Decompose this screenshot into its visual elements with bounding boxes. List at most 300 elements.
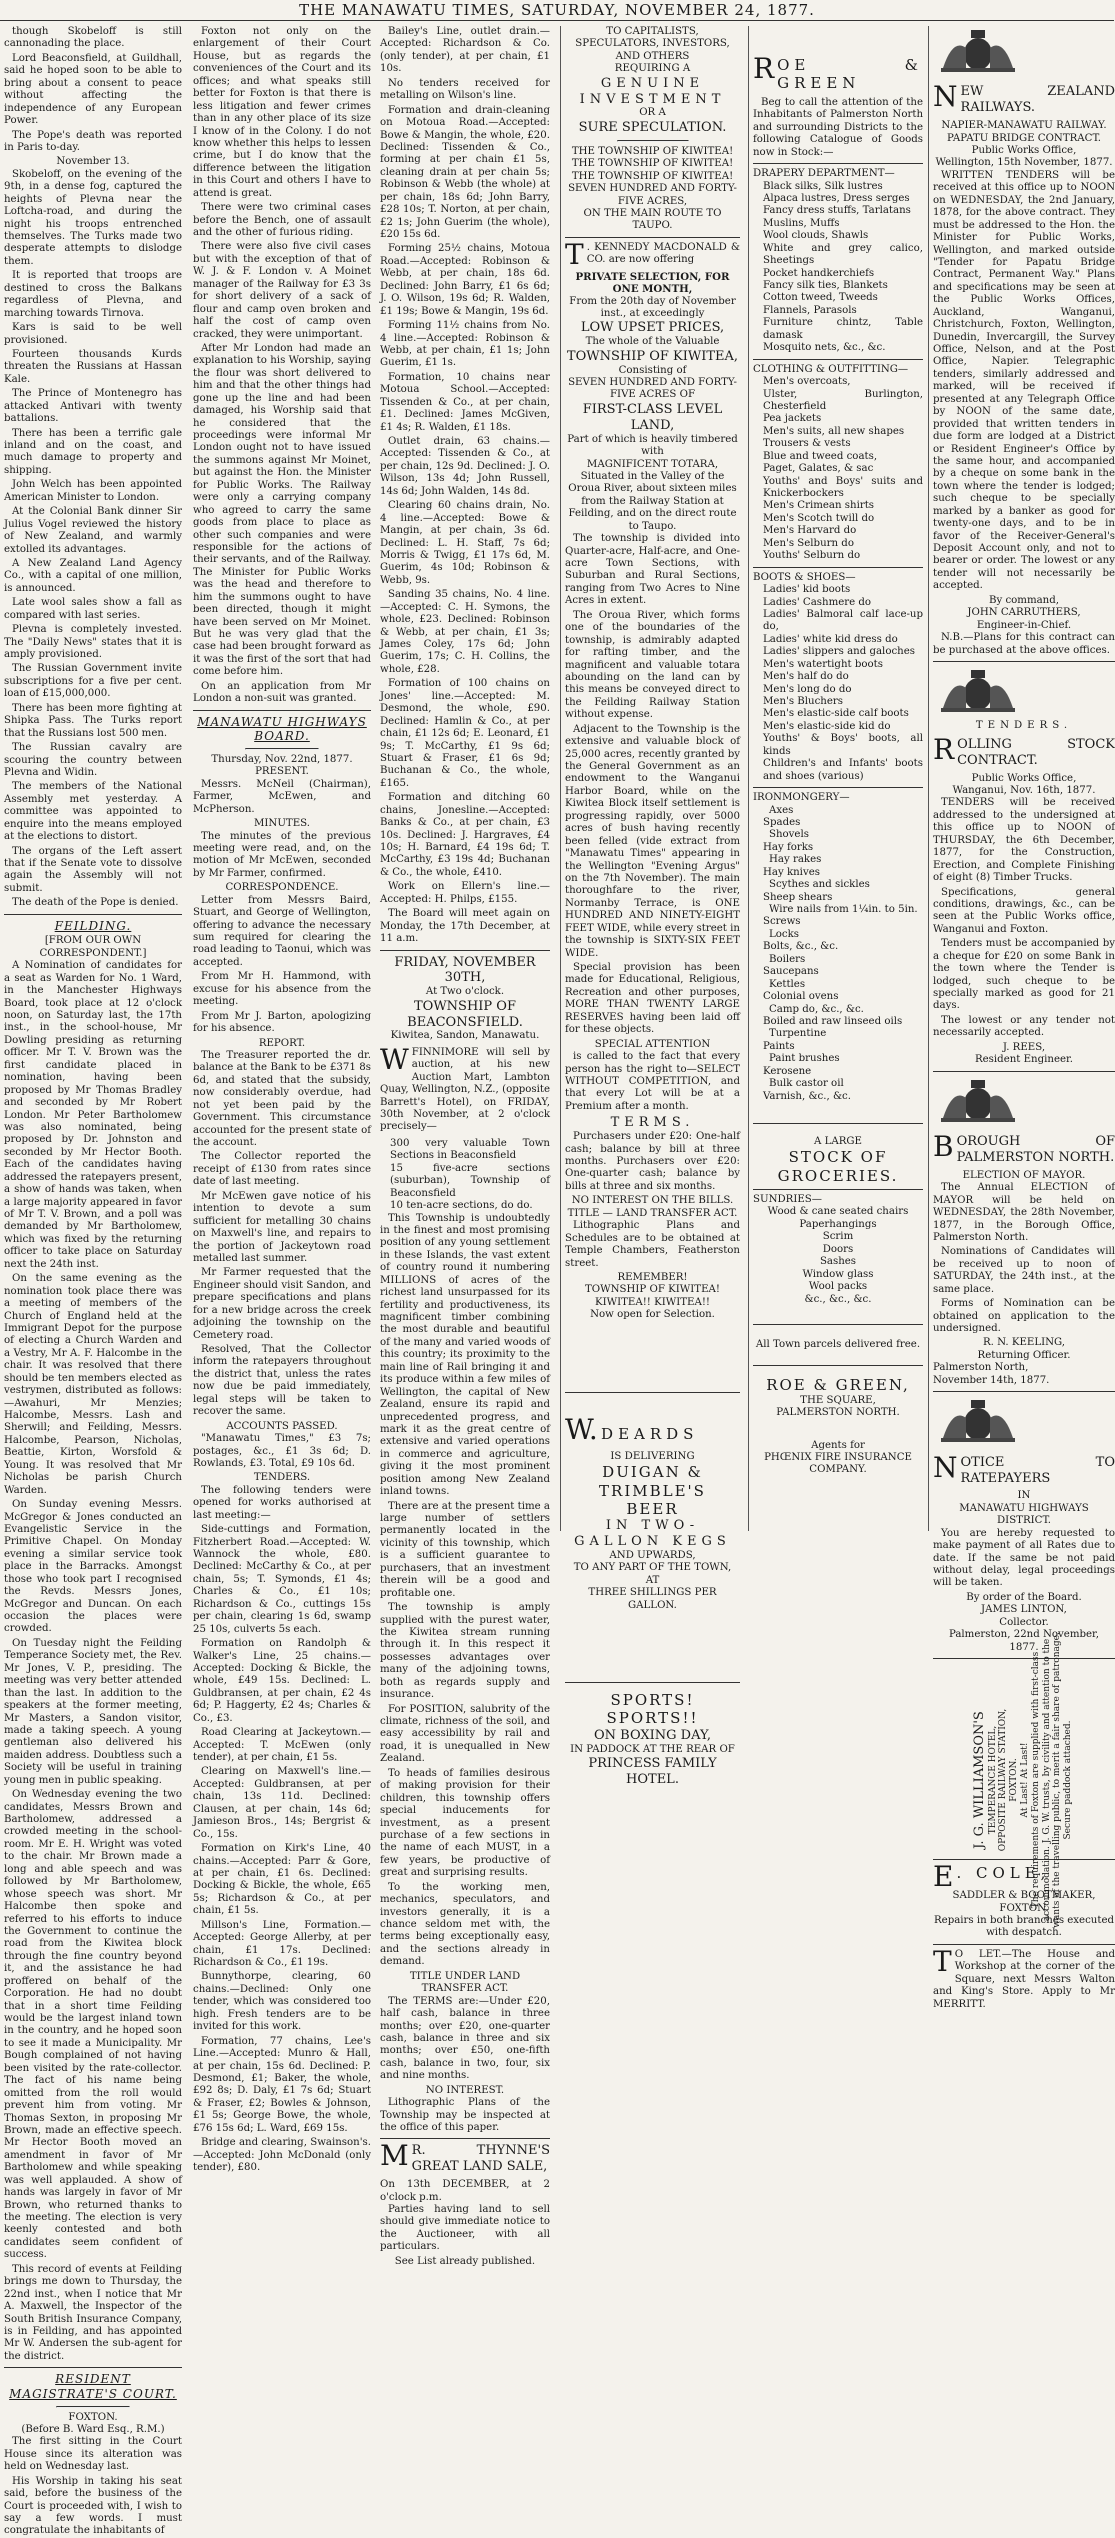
dropcap: T [565, 242, 584, 268]
firm-name-footer: ROE & GREEN, [753, 1376, 923, 1394]
special-line: SPECIAL ATTENTION [565, 1039, 740, 1051]
news-paragraph: Parties having land to sell should give immediate notice to the Auctioneer, with all particulars. [380, 2204, 550, 2254]
auction-items [380, 1138, 550, 1213]
notice-in: IN [933, 1490, 1115, 1502]
news-paragraph: Special provision has been made for Educational, Religious, Recreation and other purposes, MORE THAN TWENTY LARGE RESERVES having been laid off for these objects. [565, 962, 740, 1037]
list-item: Men's elastic-side kid do [763, 721, 923, 733]
williamson-station: OPPOSITE RAILWAY STATION, [998, 1630, 1009, 1930]
news-paragraph: though Skobeloff is still cannonading the place. [4, 26, 182, 51]
auction-body: FINNIMORE will sell by auction, at his new Auction Mart, Lambton Quay, Wellington, N.Z., (opposite Barrett's Hotel), on FRIDAY, 30th November, at 2 o'clock precisely— [380, 1047, 550, 1133]
deards-beer: BEER [565, 1500, 740, 1518]
list-item: Turpentine [769, 1028, 923, 1040]
list-item: Men's half do do [763, 671, 923, 683]
subhead-report: REPORT. [193, 1038, 371, 1050]
divider [617, 140, 689, 142]
column-4 [560, 26, 740, 1531]
no-interest-line: NO INTEREST. [380, 2085, 550, 2097]
sundries-list [753, 1206, 923, 1306]
sports-day: ON BOXING DAY, [565, 1728, 740, 1744]
news-paragraph: Road Clearing at Jackeytown.—Accepted: T. McEwen (only tender), at per chain, £1 5s. [193, 1727, 371, 1764]
list-item: Sheep shears [763, 892, 923, 904]
news-paragraph: On Wednesday evening the two candidates, Messrs Brown and Bartholomew, addressed a crowded meeting in the school-room. Mr E. H. Wright was voted to the chair. Mr Brown made a long and able speech and was followed by Mr Bartholomew, whose speech was short. Mr Halcombe then spoke and referred to his efforts to induce the Government to continue the road from the Kiwitea block through the fine country beyond it, and the assistance he had proffered on behalf of the Corporation. He had no doubt that in a short time Feilding would be the largest inland town in the country, and he hoped soon to see it made a Municipality. Mr Bough complained of not having been visited by the rate-collector. The fact of his name being omitted from the roll would prevent him from voting. Mr Thomas Sexton, in proposing Mr Brown, made an effective speech. Mr Hector Booth moved an amendment in favor of Mr Bartholomew and while speaking was well applauded. A show of hands was largely in favor of Mr Brown, who returned thanks to the meeting. The election is very keenly contested and both candidates seem confident of success. [4, 1789, 182, 2262]
news-paragraph: The Prince of Montenegro has attacked Antivari with twenty battalions. [4, 388, 182, 425]
list-item: Black silks, Silk lustres [763, 181, 923, 193]
from-line: From the 20th day of November inst., at exceedingly [565, 296, 740, 321]
news-paragraph: A Nomination of candidates for a seat as Warden for No. 1 Ward, in the Manchester Highways Board, took place at 12 o'clock noon, on Saturday last, the 17th inst., in the school-house, Mr Dowling presiding as returning officer. Mr T. V. Brown was the first candidate placed in nomination, having been proposed by Mr Thomas Bradley and seconded by Mr Robert London. Mr Peter Bartholomew was also nominated, being proposed by Dr. Johnston and seconded by Mr Hector Booth. Each of the candidates having addressed the ratepayers present, a show of hands was taken, when a large majority appeared in favor of Mr T. V. Brown, and a poll was demanded by Mr Bartholomew, which was fixed by the returning officer to take place on Saturday next the 24th inst. [4, 960, 182, 1271]
williamson-body: The requirements of Foxton are supplied with first-class accommodation. J. G. W. trusts, by civility and attention to the wants of the travelling public, to merit a fair share of patronage. Secure paddock attached. [1031, 1630, 1074, 1930]
column-3 [380, 26, 550, 1531]
news-paragraph: Outlet drain, 63 chains.—Accepted: Tissenden & Co., at per chain, 12s 9d. Declined: J. O. Wilson, 13s 4d; John Russell, 14s 6d; John Walden, 14s 8d. [380, 436, 550, 498]
list-item: Kettles [769, 979, 923, 991]
title-line: TITLE — LAND TRANSFER ACT. [565, 1208, 740, 1220]
dropcap: E [933, 1864, 953, 1890]
news-paragraph: Bridge and clearing, Swainson's.—Accepted: John McDonald (only tender), £80. [193, 2137, 371, 2174]
town-line: PALMERSTON NORTH. [753, 1407, 923, 1419]
news-paragraph: The township is divided into Quarter-acre, Half-acre, and One-acre Town Sections, with Suburban and Rural Sections, ranging from Two Acres to Nine Acres in extent. [565, 533, 740, 608]
list-item: Hay knives [763, 867, 923, 879]
ad-heading: GENUINE INVESTMENT [565, 76, 740, 108]
category-heading: CLOTHING & OUTFITTING— [753, 364, 923, 376]
correspondent-line: [FROM OUR OWN CORRESPONDENT.] [4, 935, 182, 960]
railways-sub: NAPIER-MANAWATU RAILWAY. [933, 120, 1115, 132]
court-place: FOXTON. [4, 2412, 182, 2424]
category-heading: IRONMONGERY— [753, 792, 923, 804]
news-paragraph: The township is amply supplied with the purest water, the Kiwitea stream running through it. In this respect it possesses advantages over many of the adjoining towns, both as regards supply and insurance. [380, 1602, 550, 1702]
deards-upwards: AND UPWARDS, [565, 1550, 740, 1562]
column-2 [193, 26, 371, 1531]
deards-name: DEARDS [601, 1425, 698, 1443]
list-item: Men's Scotch twill do [763, 513, 923, 525]
news-paragraph: The lowest or any tender not necessarily accepted. [933, 1015, 1115, 1040]
thynne-ad [380, 2143, 550, 2175]
acres-line: SEVEN HUNDRED AND FORTY-FIVE ACRES, [565, 183, 740, 208]
township-line: TOWNSHIP OF KIWITEA, [565, 349, 740, 365]
rolling-stock-heading: OLLING STOCK CONTRACT. [957, 737, 1115, 768]
deards-line: IS DELIVERING [565, 1451, 740, 1463]
dropcap: T [933, 1949, 952, 1975]
list-item: Screws [763, 916, 923, 928]
royal-crest-icon [933, 1078, 1023, 1124]
list-item: Ladies' Cashmere do [763, 597, 923, 609]
rolling-name: J. REES, [933, 1042, 1115, 1054]
to-let-text: O LET.—The House and Workshop at the corner of the Square, next Messrs Walton and King's Store. Apply to Mr MERRITT. [933, 1949, 1115, 2010]
list-item: Boilers [769, 954, 923, 966]
list-item: Axes [769, 805, 923, 817]
ad-heading: REQUIRING A [565, 63, 740, 75]
list-item: Camp do, &c., &c. [769, 1004, 923, 1016]
news-paragraph: To the working men, mechanics, speculators, and investors generally, it is a chance seldom met with, the terms being exceptionally easy, and the sections already in demand. [380, 1882, 550, 1969]
drapery-list [753, 181, 923, 355]
news-paragraph: From Mr H. Hammond, with excuse for his absence from the meeting. [193, 971, 371, 1008]
auction-time: At Two o'clock. [380, 986, 550, 998]
divider [933, 1071, 1115, 1072]
news-paragraph: Side-cuttings and Formation, Fitzherbert Road.—Accepted: W. Wannock the whole, £80. Declined: McCarthy & Co., at per chain, 5s; T. Symonds, £1 4s; Charles & Co., £1 10s; Richardson & Co., cuttings 15s per chain, clearing 1s 6d, swamp 25 10s, culverts 5s each. [193, 1524, 371, 1636]
list-item: Youths' Selburn do [763, 550, 923, 562]
williamson-hotel: TEMPERANCE HOTEL, [988, 1630, 999, 1930]
news-paragraph: is called to the fact that every person has the right to—SELECT WITHOUT COMPETITION, and that every Lot will be at a Premium after a month. [565, 1051, 740, 1113]
kennedy-text: . KENNEDY MACDONALD & CO. are now offering [587, 242, 740, 265]
list-item: Wood & cane seated chairs [753, 1206, 923, 1218]
rolling-office: Public Works Office, [933, 773, 1115, 785]
news-paragraph: Beg to call the attention of the Inhabitants of Palmerston North and surrounding Districts to the following Catalogue of Goods now in Stock:— [753, 97, 923, 159]
news-paragraph: You are hereby requested to make payment of all Rates due to date. If the same be not paid without delay, legal proceedings will be taken. [933, 1528, 1115, 1590]
cole-town: FOXTON. [933, 1903, 1115, 1915]
sports-hotel: PRINCESS FAMILY HOTEL. [565, 1756, 740, 1788]
category-heading: BOOTS & SHOES— [753, 572, 923, 584]
news-paragraph: Messrs. McNeil (Chairman), Farmer, McEwen, and McPherson. [193, 779, 371, 816]
news-paragraph: Formation, 77 chains, Lee's Line.—Accepted: Munro & Hall, at per chain, 15s 6d. Declined: P. Desmond, £1; Baker, the whole, £92 8s; D. Daly, £1 7s 6d; Stuart & Fraser, £2; Bowles & Johnson, £1 5s; George Bowe, the whole, £76 15s 6d; L. Ward, £69 15s. [193, 2036, 371, 2136]
williamson-town: FOXTON. [1009, 1630, 1020, 1930]
square-line: THE SQUARE, [753, 1395, 923, 1407]
deards-ad [565, 1413, 740, 1447]
news-paragraph: Formation, 10 chains near Motoua School.—Accepted: Tissenden & Co., at per chain, £1. Declined: James McGiven, £1 4s; R. Walden, £1 18s. [380, 372, 550, 434]
rolling-role: Resident Engineer. [933, 1054, 1115, 1066]
list-item: Flannels, Parasols [763, 305, 923, 317]
list-item: Fancy silk ties, Blankets [763, 280, 923, 292]
clothing-list [753, 376, 923, 563]
dropcap: M [380, 2143, 409, 2169]
news-paragraph: The following tenders were opened for works authorised at last meeting:— [193, 1485, 371, 1522]
news-paragraph: Forming 11½ chains from No. 4 line.—Accepted: Robinson & Webb, at per chain, £1 1s; John Guerim, £1 1s. [380, 320, 550, 370]
groceries-line: STOCK OF GROCERIES. [753, 1148, 923, 1185]
news-paragraph: Tenders must be accompanied by a cheque for £20 on some Bank in the town where the Tender is lodged, such cheque to be specially marked as good for 21 days. [933, 938, 1115, 1013]
news-paragraph: On Sunday evening Messrs. McGregor & Jones conducted an Evangelistic Service in the Primitive Chapel. On Monday evening a similar service took place in the Barracks. Amongst those who took part I recognised the Revds. Messrs Jones, McGregor and Duncan. On each occasion the places were crowded. [4, 1499, 182, 1636]
borough-date: November 14th, 1877. [933, 1375, 1115, 1387]
kennedy-intro [565, 242, 740, 267]
auction-intro [380, 1047, 550, 1134]
subhead-present: PRESENT. [193, 766, 371, 778]
deards-price: THREE SHILLINGS PER GALLON. [565, 1587, 740, 1612]
divider [245, 748, 318, 750]
divider [933, 1391, 1115, 1392]
notice-date: Palmerston, 22nd November, 1877. [933, 1629, 1115, 1654]
divider [56, 2406, 129, 2408]
divider [753, 1123, 923, 1124]
dropcap: N [933, 84, 958, 110]
list-item: Window glass [753, 1269, 923, 1281]
subhead-accounts: ACCOUNTS PASSED. [193, 1421, 371, 1433]
royal-crest-icon [933, 668, 1023, 714]
news-paragraph: Formation and drain-cleaning on Motoua Road.—Accepted: Bowe & Mangin, the whole, £20. Declined: Tissenden & Co., forming at per chain £1 5s, cleaning drain at per chain 5s; Robinson & Webb (the whole) at per chain, 18s 6d; John Barry, £28 10s; T. Norton, at per chain, £2 1s; John Guerim (the whole), £20 15s 6d. [380, 105, 550, 242]
list-item: Men's suits, all new shapes [763, 426, 923, 438]
masthead: THE MANAWATU TIMES, SATURDAY, NOVEMBER 24, 1877. [0, 0, 1114, 21]
news-paragraph: Foxton not only on the enlargement of their Court House, but as regards the conveniences of the Court and its offices; and what speaks still better for Foxton is that there is less litigation and fewer crimes than in any other place of its size I know of in the Colony. I do not know whether this helps to lessen crime, but I do know that the difference between the litigation in this Court and others I have to attend is great. [193, 26, 371, 200]
ad-heading: SURE SPECULATION. [565, 120, 740, 136]
divider [4, 914, 182, 915]
subhead-correspondence: CORRESPONDENCE. [193, 882, 371, 894]
news-paragraph: On an application from Mr London a non-suit was granted. [193, 681, 371, 706]
list-item: Men's long do do [763, 684, 923, 696]
news-paragraph: Purchasers under £20: One-half cash; balance by bill at three months. Purchasers over £20: One-quarter cash; balance by bills at three and six months. [565, 1131, 740, 1193]
list-item: Locks [769, 929, 923, 941]
news-paragraph: Lithographic Plans of the Township may be inspected at the office of this paper. [380, 2097, 550, 2134]
column-5 [748, 26, 923, 1531]
kiwitea-line: TOWNSHIP OF KIWITEA! [565, 1284, 740, 1296]
news-paragraph: John Welch has been appointed American Minister to London. [4, 479, 182, 504]
news-paragraph: There has been more fighting at Shipka Pass. The Turks report that the Russians lost 500 men. [4, 703, 182, 740]
large-line: A LARGE [753, 1136, 923, 1148]
news-paragraph: Bunnythorpe, clearing, 60 chains.—Declined: Only one tender, which was considered too high. Fresh tenders are to be invited for this work. [193, 1971, 371, 2033]
title-line: TITLE UNDER LAND TRANSFER ACT. [380, 1971, 550, 1996]
dropcap: R [933, 737, 954, 763]
list-item: Colonial ovens [763, 991, 923, 1003]
list-item: Pea jackets [763, 413, 923, 425]
thynne-foot: See List already published. [380, 2256, 550, 2268]
royal-crest-icon [933, 1398, 1023, 1444]
list-item: Kerosene [763, 1066, 923, 1078]
list-item: Men's Harvard do [763, 525, 923, 537]
list-item: Men's Selburn do [763, 538, 923, 550]
tenders-heading: TENDERS. [933, 720, 1115, 732]
deards-initial: W. [565, 1413, 598, 1446]
borough-title [933, 1134, 1115, 1166]
list-item: Varnish, &c., &c. [763, 1091, 923, 1103]
news-paragraph: It is reported that troops are destined to cross the Balkans regardless of Plevna, and marching towards Tirnova. [4, 270, 182, 320]
news-paragraph: This record of events at Feilding brings me down to Thursday, the 22nd inst., when I notice that Mr A. Maxwell, the Inspector of the South British Insurance Company, is in Feilding, and has appointed Mr W. Andersen the sub-agent for the district. [4, 2264, 182, 2364]
consisting-line: Consisting of [565, 365, 740, 377]
dropcap: N [933, 1455, 958, 1481]
list-item: Pocket handkerchiefs [763, 268, 923, 280]
news-paragraph: "Manawatu Times," £3 7s; postages, &c., £1 3s 6d; D. Rowlands, £3. Total, £9 10s 6d. [193, 1433, 371, 1470]
meeting-date: Thursday, Nov. 22nd, 1877. [193, 754, 371, 766]
news-paragraph: The Russian cavalry are scouring the country between Plevna and Widin. [4, 742, 182, 779]
list-item: Wool clouds, Shawls [763, 230, 923, 242]
open-line: Now open for Selection. [565, 1309, 740, 1321]
list-item: Youths' & Boys' boots, all kinds [763, 733, 923, 758]
totara-line: MAGNIFICENT TOTARA, [565, 459, 740, 471]
divider [753, 163, 923, 164]
railways-heading: EW ZEALAND RAILWAYS. [961, 84, 1115, 115]
divider [933, 1944, 1115, 1945]
williamson-name: J. G. WILLIAMSON'S [972, 1630, 988, 1930]
list-item: Men's overcoats, [763, 376, 923, 388]
list-item: &c., &c., &c. [753, 1294, 923, 1306]
notice-order: By order of the Board. [933, 1592, 1115, 1604]
news-paragraph: Clearing on Maxwell's line.—Accepted: Guldbransen, at per chain, 13s 11d. Declined: Clausen, at per chain, 14s 6d; Jamieson Bros., 14s; Bergrist & Co., 15s. [193, 1766, 371, 1841]
list-item: Shovels [769, 829, 923, 841]
divider [753, 1324, 923, 1325]
section-heading-court: RESIDENT MAGISTRATE'S COURT. [4, 2372, 182, 2401]
list-item: Spades [763, 817, 923, 829]
railways-command: By command, [933, 595, 1115, 607]
notice-title [933, 1455, 1115, 1487]
list-item: Saucepans [763, 966, 923, 978]
news-paragraph: There are at the present time a large number of settlers permanently located in the vicinity of this township, which is a sufficient guarantee to purchasers, that an investment therein will be a good and profitable one. [380, 1501, 550, 1601]
news-paragraph: A New Zealand Land Agency Co., with a capital of one million, is announced. [4, 558, 182, 595]
news-paragraph: After Mr London had made an explanation to his Worship, saying the flour was short delivered to him and that the other things had gone up the line and had been damaged, his Worship said that he considered that the proceedings were informal Mr London ought not to have issued the summons against Mr Moinet, but against the Hon. the Minister for Public Works. The Railway were only a carrying company who agreed to carry the same goods from place to place as other such companies and were responsible for the actions of their servants, and of the Railway. The Minister for Public Works was the head and therefore to him the summons ought to have been directed, though it might have been served on Mr Moinet. But he was very glad that the case had been brought forward as it was the first of the sort that had come before him. [193, 343, 371, 679]
railways-date: Wellington, 15th November, 1877. [933, 157, 1115, 169]
notice-sub: MANAWATU HIGHWAYS DISTRICT. [933, 1503, 1115, 1528]
divider [565, 237, 740, 238]
phoenix-line: PHŒNIX FIRE INSURANCE COMPANY. [753, 1452, 923, 1477]
news-paragraph: The death of the Pope is denied. [4, 897, 182, 909]
subhead-minutes: MINUTES. [193, 818, 371, 830]
divider [565, 1682, 740, 1683]
kiwitea-line: THE TOWNSHIP OF KIWITEA! [565, 158, 740, 170]
ad-heading: TO CAPITALISTS, SPECULATORS, INVESTORS, AND OTHERS [565, 26, 740, 63]
news-paragraph: Forming 25½ chains, Motoua Road.—Accepted: Robinson & Webb, at per chain, 18s 6d. Declined: John Barry, £1 6s 6d; J. O. Wilson, 19s 6d; R. Walden, £1 19s; Bowe & Mangin, 19s 6d. [380, 243, 550, 318]
news-paragraph: No tenders received for metalling on Wilson's line. [380, 78, 550, 103]
royal-crest-icon [933, 28, 1023, 74]
subhead-tenders: TENDERS. [193, 1472, 371, 1484]
list-item: Children's and Infants' boots and shoes (various) [763, 758, 923, 783]
news-paragraph: His Worship in taking his seat said, before the business of the Court is proceeded with, I wish to say a few words. I must congratulate the inhabitants of [4, 2476, 182, 2538]
borough-sub: ELECTION OF MAYOR. [933, 1170, 1115, 1182]
cole-trade: SADDLER & BOOTMAKER, [933, 1890, 1115, 1902]
auction-date: FRIDAY, NOVEMBER 30TH, [380, 955, 550, 987]
news-paragraph: Formation and ditching 60 chains, Jonesline.—Accepted: Banks & Co., at per chain, £3 10s. Declined: J. Hargraves, £4 10s; H. Barnard, £4 19s 6d; T. McCarthy, £3 19s 4d; Buchanan & Co., the whole, £410. [380, 792, 550, 879]
list-item: Ladies' white kid dress do [763, 634, 923, 646]
news-paragraph: The first sitting in the Court House since its alteration was held on Wednesday last. [4, 2436, 182, 2473]
list-item: Men's watertight boots [763, 659, 923, 671]
news-paragraph: There were two criminal cases before the Bench, one of assault and the other of furious riding. [193, 202, 371, 239]
divider [753, 567, 923, 568]
news-paragraph: Work on Ellern's line.—Accepted: H. Philps, £155. [380, 881, 550, 906]
list-item: Youths' and Boys' suits and Knickerbockers [763, 476, 923, 501]
news-paragraph: Formation on Randolph & Walker's Line, 25 chains.—Accepted: Docking & Bickle, the whole, £49 15s. Declined: L. Guldbransen, at per chain, £2 4s 6d; P. Haggerty, £2 4s; Charles & Co., £3. [193, 1638, 371, 1725]
divider [565, 1392, 740, 1393]
news-paragraph: The members of the National Assembly met yesterday. A committee was appointed to enquire into the means employed at the elections to distort. [4, 781, 182, 843]
news-paragraph: The Annual ELECTION of MAYOR will be held on WEDNESDAY, the 28th November, 1877, in the Borough Office, Palmerston North. [933, 1182, 1115, 1244]
borough-heading: OROUGH OF PALMERSTON NORTH. [957, 1134, 1115, 1165]
thynne-date: On 13th DECEMBER, at 2 o'clock p.m. [380, 2179, 550, 2204]
news-paragraph: The Russian Government invite subscriptions for a five per cent. loan of £15,000,000. [4, 663, 182, 700]
divider [4, 2367, 182, 2368]
agents-line: Agents for [753, 1440, 923, 1452]
situated-line: Situated in the Valley of the Oroua River, about sixteen miles from the Railway Station at Feilding, and on the direct route to Taupo. [565, 471, 740, 533]
news-paragraph: The TERMS are:—Under £20, half cash, balance in three months; over £20, one-quarter cash, balance in three and six months; over £50, one-fifth cash, balance in two, four, six and nine months. [380, 1996, 550, 2083]
railways-title [933, 84, 1115, 116]
cole-body: Repairs in both branches executed with despatch. [933, 1915, 1115, 1940]
boots-list [753, 584, 923, 783]
terms-line: TERMS. [565, 1115, 740, 1131]
divider [753, 1365, 923, 1366]
news-paragraph: There were also five civil cases but with the exception of that of W. J. & F. London v. A Moinet manager of the Railway for £3 3s for short delivery of a sack of flour and camp oven broken and half the cost of camp oven cracked, they were unimportant. [193, 241, 371, 341]
column-1 [4, 26, 182, 1531]
deards-any: TO ANY PART OF THE TOWN, [565, 1562, 740, 1574]
thynne-title: R. THYNNE'S GREAT LAND SALE, [412, 2143, 550, 2174]
news-paragraph: Clearing 60 chains drain, No. 4 line.—Accepted: Bowe & Mangin, at per chain, 3s 6d. Declined: L. H. Staff, 7s 6d; Morris & Twigg, £1 17s 6d, M. Guerim, 4s 10d; Robinson & Webb, 9s. [380, 500, 550, 587]
list-item: Ladies' Balmoral calf lace-up do, [763, 609, 923, 634]
news-paragraph: At the Colonial Bank dinner Sir Julius Vogel reviewed the history of New Zealand, and warmly extolled its advantages. [4, 506, 182, 556]
news-paragraph: From Mr J. Barton, apologizing for his absence. [193, 1011, 371, 1036]
news-paragraph: The Board will meet again on Monday, the 17th December, at 11 a.m. [380, 908, 550, 945]
dropcap: W [380, 1047, 409, 1073]
ad-heading: OR A [565, 107, 740, 119]
list-item: Men's elastic-side calf boots [763, 708, 923, 720]
news-paragraph: The Treasurer reported the dr. balance at the Bank to be £371 8s 6d, and stated that the subsidy, now considerably overdue, had not yet been paid by the Government. This circumstance accounted for the present state of the account. [193, 1050, 371, 1150]
borough-role: Returning Officer. [933, 1350, 1115, 1362]
parcels-line: All Town parcels delivered free. [753, 1339, 923, 1351]
news-paragraph: Adjacent to the Township is the extensive and valuable block of 25,000 acres, recently granted by the General Government as an endowment to the Wanganui Harbor Board, while on the Kiwitea Block itself settlement is progressing rapidly, over 5000 acres of bush having recently been felled (vide extract from "Manawatu Times" appearing in the Wellington "Evening Argus" on the 7th November). The main thoroughfare to the river, Normanby Terrace, is ONE HUNDRED AND NINETY-EIGHT FEET WIDE, while every street in the township is SIXTY-SIX FEET WIDE. [565, 724, 740, 960]
auction-title: TOWNSHIP OF BEACONSFIELD. [380, 999, 550, 1031]
category-heading: DRAPERY DEPARTMENT— [753, 168, 923, 180]
rolling-stock-title [933, 737, 1115, 769]
private-line: PRIVATE SELECTION, FOR ONE MONTH, [565, 271, 740, 296]
to-let-ad [933, 1949, 1115, 2011]
news-paragraph: Plevna is completely invested. The "Daily News" states that it is amply provisioned. [4, 624, 182, 661]
list-item: Scythes and sickles [769, 879, 923, 891]
news-paragraph: The organs of the Left assert that if the Senate vote to dissolve again the Assembly will not submit. [4, 846, 182, 896]
list-item: 15 five-acre sections (suburban), Township of Beaconsfield [390, 1163, 550, 1200]
list-item: 10 ten-acre sections, do do. [390, 1200, 550, 1212]
divider [380, 950, 550, 951]
divider [753, 1189, 923, 1190]
divider [753, 787, 923, 788]
whole-line: The whole of the Valuable [565, 336, 740, 348]
news-paragraph: Mr McEwen gave notice of his intention to devote a sum sufficient for metalling 30 chains on Maxwell's line, and repairs to the portion of Jackeytown road metalled last summer. [193, 1191, 371, 1266]
list-item: Muslins, Muffs [763, 218, 923, 230]
list-item: Men's Crimean shirts [763, 500, 923, 512]
news-paragraph: There has been a terrific gale inland and on the coast, and much damage to property and shipping. [4, 428, 182, 478]
news-paragraph: Skobeloff, on the evening of the 9th, in a dense fog, captured the heights of Plevna near the Loftcha-road, and during the night his troops entrenched themselves. The Turks made two desperate attempts to dislodge them. [4, 169, 182, 269]
news-paragraph: Bailey's Line, outlet drain.—Accepted: Richardson & Co. (only tender), at per chain, £1 10s. [380, 26, 550, 76]
list-item: Ladies' kid boots [763, 584, 923, 596]
news-paragraph: Lithographic Plans and Schedules are to be obtained at Temple Chambers, Featherston street. [565, 1220, 740, 1270]
list-item: Wire nails from 1¼in. to 5in. [769, 904, 923, 916]
news-paragraph: Forms of Nomination can be obtained on application to the undersigned. [933, 1298, 1115, 1335]
divider [193, 710, 371, 711]
williamson-ad [933, 1658, 1115, 1860]
list-item: Wool packs [753, 1281, 923, 1293]
list-item: Doors [753, 1244, 923, 1256]
route-line: ON THE MAIN ROUTE TO TAUPO. [565, 208, 740, 233]
list-item: Trousers & vests [763, 438, 923, 450]
deards-at: AT [565, 1575, 740, 1587]
news-paragraph: Lord Beaconsfield, at Guildhall, said he hoped soon to be able to bring about a consent to peace without affecting the independence of any European Power. [4, 53, 182, 128]
court-before: (Before B. Ward Esq., R.M.) [4, 2424, 182, 2436]
list-item: Sashes [753, 1256, 923, 1268]
news-paragraph: Millson's Line, Formation.—Accepted: George Allerby, at per chain, £1 17s. Declined: Richardson & Co., £1 19s. [193, 1920, 371, 1970]
news-paragraph: WRITTEN TENDERS will be received at this office up to NOON on WEDNESDAY, the 2nd January, 1878, for the above contract. They must be addressed to the Hon. the Minister for Public Works, Wellington, and marked outside "Tender for Papatu Bridge Contract, Permanent Way." Plans and specifications may be seen at the Public Works Offices, Auckland, Wanganui, Christchurch, Foxton, Wellington, Dunedin, Invercargill, the Survey Office, Nelson, and at the Post Office, Napier. Telegraphic tenders, similarly addressed and marked, will be received if presented at any Telegraph Office by NOON of the same date, provided that written tenders in due form are lodged at a District or Resident Engineer's Office by the same hour, and accompanied by a cheque on some bank in the town where the tender is lodged; such cheque to be specially marked by a banker as good for twenty-one days, and to be in favor of the Receiver-General's Deposit Account only, and not to bearer or order. The lowest or any tender will not necessarily be accepted. [933, 170, 1115, 593]
deards-kegs: IN TWO-GALLON KEGS [565, 1518, 740, 1550]
news-paragraph: Resolved, That the Collector inform the ratepayers throughout the district that, unless the rates now due be paid immediately, legal steps will be taken to recover the same. [193, 1344, 371, 1419]
sports-title: SPORTS! SPORTS!! [565, 1691, 740, 1728]
dropcap: B [933, 1134, 954, 1160]
rolling-date: Wanganui, Nov. 16th, 1877. [933, 785, 1115, 797]
list-item: Scrim [753, 1231, 923, 1243]
news-paragraph: The Pope's death was reported in Paris to-day. [4, 130, 182, 155]
roe-green-title [753, 56, 923, 93]
list-item: Furniture chintz, Table damask [763, 317, 923, 342]
news-paragraph: Late wool sales show a fall as compared with last series. [4, 597, 182, 622]
deards-brand: DUIGAN & TRIMBLE'S [565, 1463, 740, 1500]
borough-place: Palmerston North, [933, 1362, 1115, 1374]
list-item: Bolts, &c., &c. [763, 941, 923, 953]
borough-name: R. N. KEELING, [933, 1337, 1115, 1349]
list-item: Hay rakes [769, 854, 923, 866]
notice-role: Collector. [933, 1617, 1115, 1629]
list-item: Boiled and raw linseed oils [763, 1016, 923, 1028]
list-item: Cotton tweed, Tweeds [763, 292, 923, 304]
list-item: Blue and tweed coats, [763, 451, 923, 463]
remember-line: REMEMBER! [565, 1272, 740, 1284]
list-item: Men's Bluchers [763, 696, 923, 708]
notice-name: JAMES LINTON, [933, 1604, 1115, 1616]
news-paragraph: Formation on Kirk's Line, 40 chains.—Accepted: Parr & Gore, at per chain, £1 6s. Declined: Docking & Bickle, the whole, £65 5s; Richardson & Co., at per chain, £1 5s. [193, 1843, 371, 1918]
news-paragraph: Nominations of Candidates will be received up to noon of SATURDAY, the 24th inst., at the same place. [933, 1246, 1115, 1296]
category-heading: SUNDRIES— [753, 1194, 923, 1206]
kiwitea-line: KIWITEA!! KIWITEA!! [565, 1297, 740, 1309]
firm-name: OE & GREEN [777, 56, 923, 92]
list-item: Ulster, Burlington, Chesterfield [763, 389, 923, 414]
list-item: 300 very valuable Town Sections in Beaconsfield [390, 1138, 550, 1163]
railways-name: JOHN CARRUTHERS, [933, 607, 1115, 619]
news-paragraph: For POSITION, salubrity of the climate, richness of the soil, and easy accessibility by rail and road, it is unequalled in New Zealand. [380, 1704, 550, 1766]
section-heading-feilding: FEILDING. [4, 919, 182, 934]
seven-line: SEVEN HUNDRED AND FORTY-FIVE ACRES OF [565, 377, 740, 402]
list-item: Ladies' slippers and galoches [763, 646, 923, 658]
